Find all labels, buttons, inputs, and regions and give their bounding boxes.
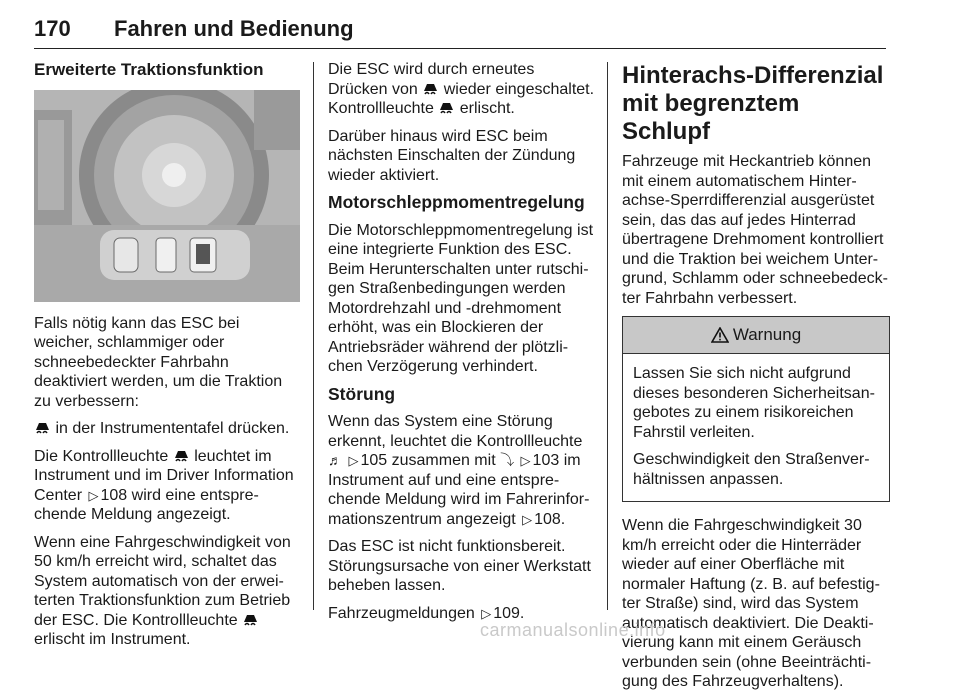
warning-header — [623, 317, 889, 354]
paragraph-differential: Fahrzeuge mit Heckantrieb können mit einem automatischem Hinterachse-Sperrdifferenzial ausgerüstet sein, das das auf jedes Hinterrad übertragene Drehmoment kontrolliert und die Traktion bei weichem Untergrund, Schlamm oder schneebedeckter Fahrbahn verbessert. — [622, 153, 888, 307]
watermark: carmanualsonline.info — [480, 620, 666, 640]
column-3 — [622, 60, 890, 700]
heading-erweiterte-traktion: Erweiterte Traktionsfunktion — [34, 60, 264, 79]
paragraph-speed-switch — [34, 533, 300, 650]
page-ref-arrow-icon: ▷ — [88, 487, 99, 503]
column-divider-2 — [607, 62, 608, 610]
text-segment: Die Kontrollleuchte — [34, 447, 169, 465]
page-number: 170 — [34, 16, 71, 41]
warning-title: Warnung — [732, 325, 802, 345]
page-ref-arrow-icon: ▷ — [481, 605, 492, 621]
text-segment: wird eine entsprechende Meldung angezeigt. — [34, 486, 259, 523]
dashboard-switch-illustration — [34, 90, 300, 302]
warning-body — [623, 354, 889, 501]
heading-motorschlepp: Motorschleppmomentregelung — [328, 192, 585, 212]
traction-control-icon — [422, 81, 439, 95]
paragraph-fault — [328, 412, 596, 529]
traction-control-icon — [173, 448, 190, 462]
section-title: Fahren und Bedienung — [114, 16, 354, 41]
page-reference[interactable]: 108 — [100, 486, 128, 504]
paragraph-esc-deactivate: Falls nötig kann das ESC bei weicher, schlammiger oder schneebedeckter Fahrbahn deaktiviert werden, um die Traktion zu verbessern: — [34, 314, 283, 410]
page-reference[interactable]: 103 — [532, 452, 560, 469]
text-segment: erlischt. — [459, 100, 515, 117]
column-divider-1 — [313, 62, 314, 610]
page-reference[interactable]: 105 — [360, 452, 388, 469]
text-segment: Wenn eine Fahrgeschwindigkeit von 50 km/h erreicht wird, schaltet das System automatisch von der erweiterten Traktionsfunktion zum Betrieb der ESC. Die Kontrollleuchte — [34, 533, 291, 629]
text-segment: erlischt im Instrument. — [34, 631, 191, 648]
paragraph-motorschlepp: Die Motorschleppmomentregelung ist eine integrierte Funktion des ESC. Beim Herunterschalten unter rutschigen Straßenbedingungen werden Motordrehzahl und -drehmoment erhöht, was ein Blockieren der Antriebsräder während der plötzlichen Verzögerung verhindert. — [328, 221, 594, 375]
text-segment: Fahrzeugmeldungen — [328, 604, 475, 622]
traction-control-icon — [242, 612, 259, 626]
page-ref-arrow-icon: ▷ — [522, 511, 533, 527]
text-segment: Wenn das System eine Störung erkennt, leuchtet die Kontrollleuchte — [328, 413, 583, 450]
text-segment: Die ESC wird durch erneutes Drücken von — [328, 61, 535, 98]
paragraph-auto-deactivate: Wenn die Fahrgeschwindigkeit 30 km/h erreicht oder die Hinterräder wieder auf einer Oberfläche mit normaler Haftung (z. B. auf befestigter Straße) sind, wird das System automatisch deaktiviert. Die Deaktivierung kann mit einem Geräusch verbunden sein (ohne Beeinträchtigung des Fahrzeugverhaltens). — [622, 517, 880, 690]
warning-text-1: Lassen Sie sich nicht aufgrund dieses besonderen Sicherheitsangebotes zu einem risikoreichen Fahrstil verleiten. — [633, 365, 875, 441]
header-rule — [34, 48, 886, 49]
text-segment: zusammen mit — [391, 452, 496, 469]
engine-warning-icon: ⤵ — [500, 452, 515, 468]
heading-stoerung: Störung — [328, 383, 396, 404]
press-instruction: in der Instrumententafel drücken. — [55, 420, 290, 437]
paragraph-esc-not-ready: Das ESC ist nicht funktionsbereit. Störungsursache von einer Werkstatt beheben lassen. — [328, 538, 591, 594]
text-segment: wieder eingeschaltet. Kontrollleuchte — [328, 80, 595, 117]
warning-triangle-icon — [711, 327, 729, 343]
column-2 — [328, 60, 596, 631]
page-ref-arrow-icon: ▷ — [348, 453, 359, 468]
dashboard-illustration-svg — [34, 90, 300, 302]
column-1 — [34, 60, 300, 658]
traction-control-icon — [34, 420, 51, 434]
paragraph-ignition-reactivate: Darüber hinaus wird ESC beim nächsten Einschalten der Zündung wieder aktiviert. — [328, 127, 576, 184]
heading-differential: Hinterachs-Differenzial mit begrenztem Schlupf — [622, 62, 884, 145]
esc-warning-icon: ♬ — [328, 452, 342, 468]
page-ref-arrow-icon: ▷ — [520, 453, 531, 468]
warning-text-2: Geschwindigkeit den Straßenverhältnissen anpassen. — [633, 451, 870, 488]
page-reference[interactable]: 109. — [493, 604, 525, 622]
text-segment: im Instrument auf und eine entsprechende Meldung wird im Fahrerinformationszentrum angezeigt — [328, 452, 590, 528]
paragraph-esc-reactivate — [328, 60, 596, 119]
traction-control-icon — [438, 100, 455, 114]
text-segment: leuchtet im Instrument und im Driver Information Center — [34, 447, 294, 504]
warning-box — [622, 316, 890, 502]
page-reference[interactable]: 108. — [534, 510, 566, 528]
paragraph-press-button — [34, 419, 300, 439]
page-header — [34, 12, 886, 46]
paragraph-indicator-lights — [34, 447, 300, 525]
